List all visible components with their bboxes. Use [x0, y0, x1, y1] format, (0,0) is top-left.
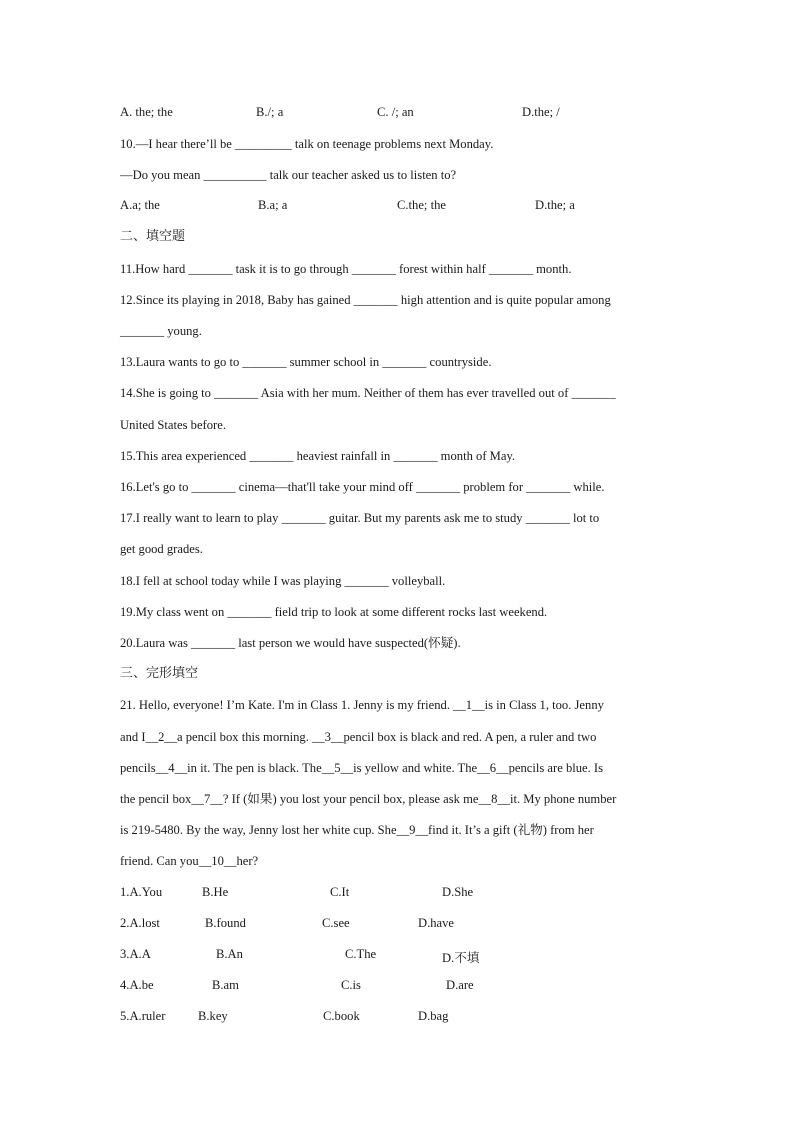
fill-line: 17.I really want to learn to play _______ guitar. But my parents ask me to study _______ lot to: [120, 511, 600, 525]
cloze-option: 1.A.You: [120, 885, 163, 899]
q9-option-b: B./; a: [256, 105, 284, 119]
q10-option-a: A.a; the: [120, 198, 160, 212]
passage-line: friend. Can you__10__her?: [120, 854, 259, 868]
q10-line-2: —Do you mean __________ talk our teacher asked us to listen to?: [120, 168, 457, 182]
q9-option-a: A. the; the: [120, 105, 173, 119]
fill-line: 15.This area experienced _______ heaviest rainfall in _______ month of May.: [120, 449, 516, 463]
fill-line: 12.Since its playing in 2018, Baby has gained _______ high attention and is quite popular among: [120, 293, 611, 307]
cloze-option: D.不填: [442, 951, 480, 965]
cloze-option: 5.A.ruler: [120, 1009, 166, 1023]
cloze-option: C.book: [323, 1009, 360, 1023]
passage-line: pencils__4__in it. The pen is black. The__5__is yellow and white. The__6__pencils are blue. Is: [120, 761, 604, 775]
cloze-option: C.is: [341, 978, 361, 992]
fill-line: 13.Laura wants to go to _______ summer school in _______ countryside.: [120, 355, 492, 369]
fill-line: 20.Laura was _______ last person we would have suspected(怀疑).: [120, 636, 461, 650]
cloze-option: 2.A.lost: [120, 916, 160, 930]
fill-line: 18.I fell at school today while I was playing _______ volleyball.: [120, 574, 446, 588]
cloze-option: 3.A.A: [120, 947, 151, 961]
cloze-option: C.The: [345, 947, 377, 961]
fill-line: 16.Let's go to _______ cinema—that'll take your mind off _______ problem for _______ while.: [120, 480, 605, 494]
cloze-option: C.see: [322, 916, 350, 930]
q10-option-b: B.a; a: [258, 198, 288, 212]
section-2-heading: 二、填空题: [120, 229, 186, 244]
cloze-option: 4.A.be: [120, 978, 154, 992]
cloze-option: B.He: [202, 885, 229, 899]
fill-line: United States before.: [120, 418, 226, 432]
fill-line: 14.She is going to _______ Asia with her mum. Neither of them has ever travelled out of _______: [120, 386, 616, 400]
passage-line: and I__2__a pencil box this morning. __3__pencil box is black and red. A pen, a ruler and two: [120, 730, 597, 744]
q10-option-c: C.the; the: [397, 198, 446, 212]
cloze-option: D.are: [446, 978, 474, 992]
passage-line: is 219-5480. By the way, Jenny lost her white cup. She__9__find it. It’s a gift (礼物) from her: [120, 823, 594, 837]
fill-line: 19.My class went on _______ field trip to look at some different rocks last weekend.: [120, 605, 548, 619]
fill-line: _______ young.: [120, 324, 202, 338]
cloze-option: B.An: [216, 947, 243, 961]
cloze-option: D.have: [418, 916, 455, 930]
cloze-option: D.She: [442, 885, 474, 899]
passage-line: 21. Hello, everyone! I’m Kate. I'm in Class 1. Jenny is my friend. __1__is in Class 1, too. Jenny: [120, 698, 604, 712]
passage-line: the pencil box__7__? If (如果) you lost your pencil box, please ask me__8__it. My phone number: [120, 792, 617, 806]
q9-option-d: D.the; /: [522, 105, 560, 119]
cloze-option: B.am: [212, 978, 239, 992]
q10-line-1: 10.—I hear there’ll be _________ talk on teenage problems next Monday.: [120, 137, 494, 151]
section-3-heading: 三、完形填空: [120, 666, 199, 681]
fill-line: 11.How hard _______ task it is to go through _______ forest within half _______ month.: [120, 262, 572, 276]
cloze-option: B.key: [198, 1009, 228, 1023]
fill-line: get good grades.: [120, 542, 203, 556]
cloze-option: C.It: [330, 885, 350, 899]
cloze-option: B.found: [205, 916, 246, 930]
q9-option-c: C. /; an: [377, 105, 414, 119]
cloze-option: D.bag: [418, 1009, 449, 1023]
q10-option-d: D.the; a: [535, 198, 575, 212]
